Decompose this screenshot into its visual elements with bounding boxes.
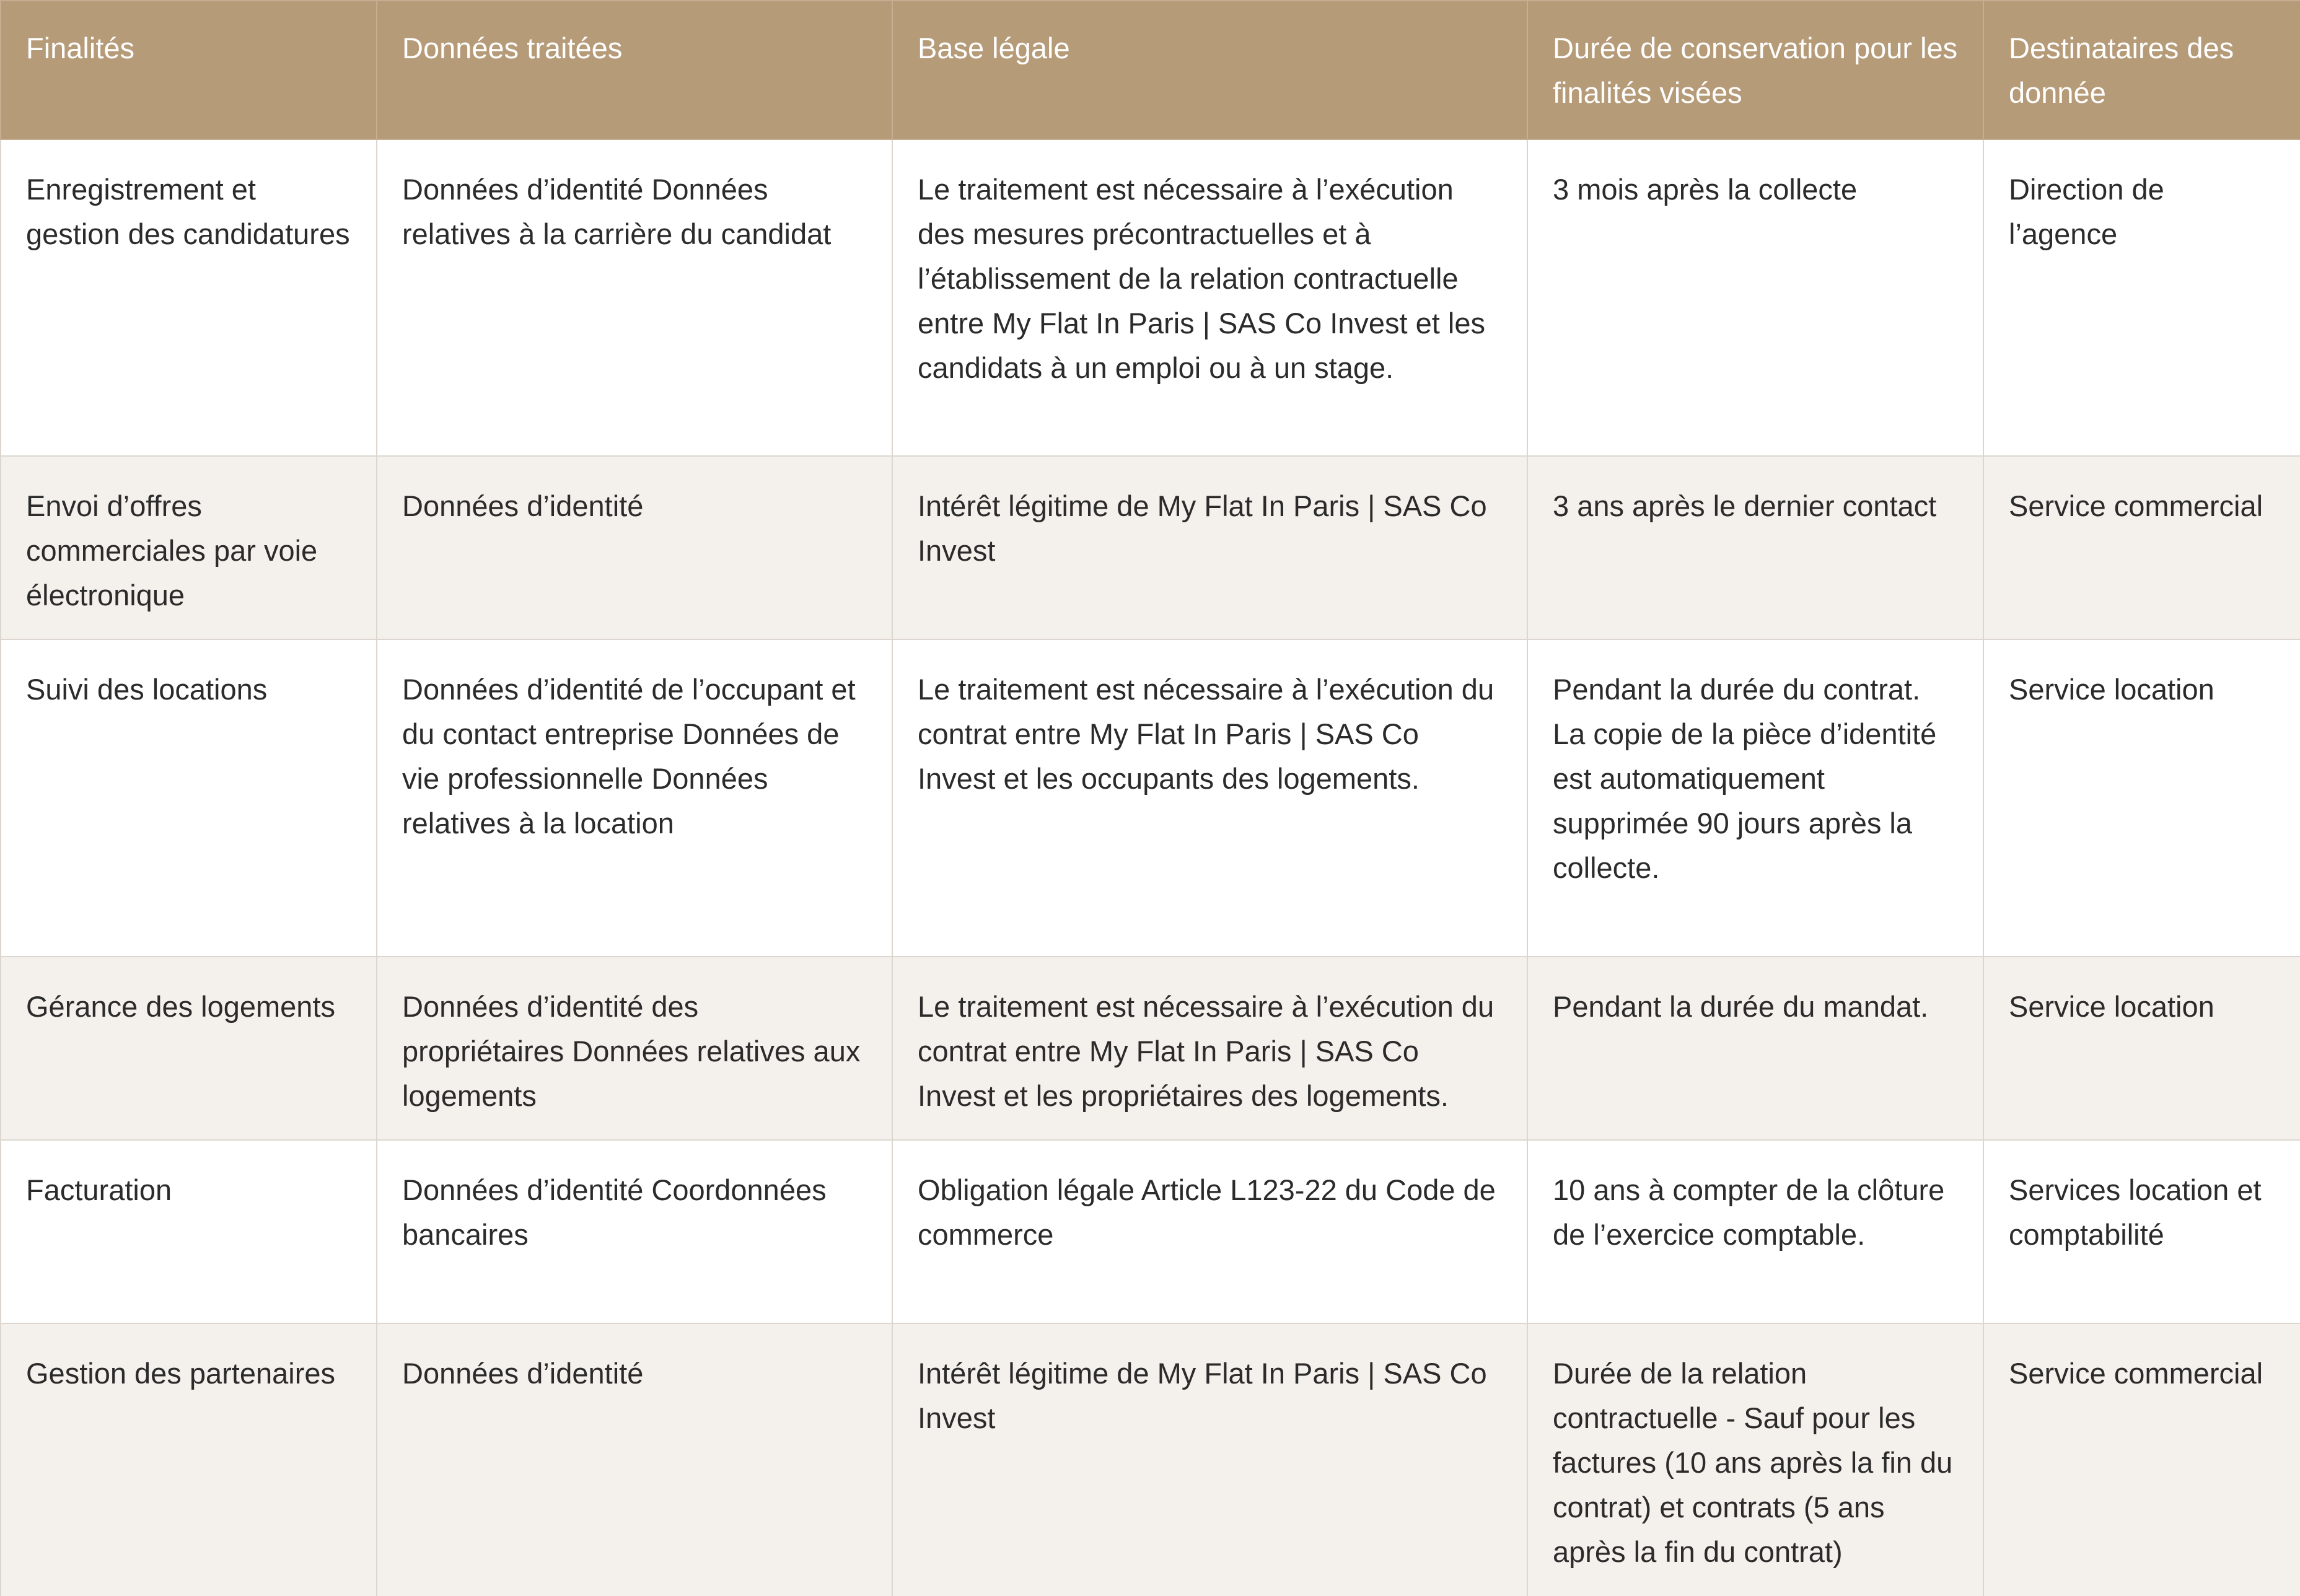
cell-donnees: Données d’identité [377, 456, 892, 639]
table-row [1, 139, 2300, 456]
cell-finalite: Gérance des logements [1, 957, 377, 1140]
cell-base-legale: Le traitement est nécessaire à l’exécution du contrat entre My Flat In Paris | SAS Co Invest et les propriétaires des logements. [892, 957, 1527, 1140]
cell-finalite: Facturation [1, 1140, 377, 1323]
cell-duree: Pendant la durée du contrat. La copie de la pièce d’identité est automatiquement supprimée 90 jours après la collecte. [1527, 639, 1983, 957]
cell-base-legale: Intérêt légitime de My Flat In Paris | SAS Co Invest [892, 1323, 1527, 1596]
header-finalites: Finalités [1, 1, 377, 139]
cell-duree: 3 mois après la collecte [1527, 139, 1983, 456]
cell-donnees: Données d’identité de l’occupant et du contact entreprise Données de vie professionnelle Données relatives à la location [377, 639, 892, 957]
cell-donnees: Données d’identité Coordonnées bancaires [377, 1140, 892, 1323]
cell-donnees: Données d’identité des propriétaires Données relatives aux logements [377, 957, 892, 1140]
cell-donnees: Données d’identité Données relatives à la carrière du candidat [377, 139, 892, 456]
cell-finalite: Envoi d’offres commerciales par voie électronique [1, 456, 377, 639]
cell-base-legale: Le traitement est nécessaire à l’exécution des mesures précontractuelles et à l’établissement de la relation contractuelle entre My Flat In Paris | SAS Co Invest et les candidats à un emploi ou à un stage. [892, 139, 1527, 456]
cell-destinataires: Service commercial [1983, 1323, 2300, 1596]
header-base-legale: Base légale [892, 1, 1527, 139]
table-row [1, 456, 2300, 639]
cell-destinataires: Service commercial [1983, 456, 2300, 639]
cell-base-legale: Le traitement est nécessaire à l’exécution du contrat entre My Flat In Paris | SAS Co Invest et les occupants des logements. [892, 639, 1527, 957]
header-row [1, 1, 2300, 139]
table-row [1, 1140, 2300, 1323]
header-donnees-traitees: Données traitées [377, 1, 892, 139]
table-row [1, 957, 2300, 1140]
cell-duree: 3 ans après le dernier contact [1527, 456, 1983, 639]
cell-duree: Pendant la durée du mandat. [1527, 957, 1983, 1140]
header-destinataires: Destinataires des donnée [1983, 1, 2300, 139]
cell-finalite: Suivi des locations [1, 639, 377, 957]
cell-destinataires: Service location [1983, 639, 2300, 957]
cell-destinataires: Services location et comptabilité [1983, 1140, 2300, 1323]
header-duree-conservation: Durée de conservation pour les finalités visées [1527, 1, 1983, 139]
cell-duree: Durée de la relation contractuelle - Sauf pour les factures (10 ans après la fin du contrat) et contrats (5 ans après la fin du contrat) [1527, 1323, 1983, 1596]
cell-destinataires: Direction de l’agence [1983, 139, 2300, 456]
cell-base-legale: Intérêt légitime de My Flat In Paris | SAS Co Invest [892, 456, 1527, 639]
table-row [1, 639, 2300, 957]
cell-duree: 10 ans à compter de la clôture de l’exercice comptable. [1527, 1140, 1983, 1323]
cell-destinataires: Service location [1983, 957, 2300, 1140]
cell-finalite: Enregistrement et gestion des candidatures [1, 139, 377, 456]
cell-base-legale: Obligation légale Article L123-22 du Code de commerce [892, 1140, 1527, 1323]
table-row [1, 1323, 2300, 1596]
cell-donnees: Données d’identité [377, 1323, 892, 1596]
cell-finalite: Gestion des partenaires [1, 1323, 377, 1596]
